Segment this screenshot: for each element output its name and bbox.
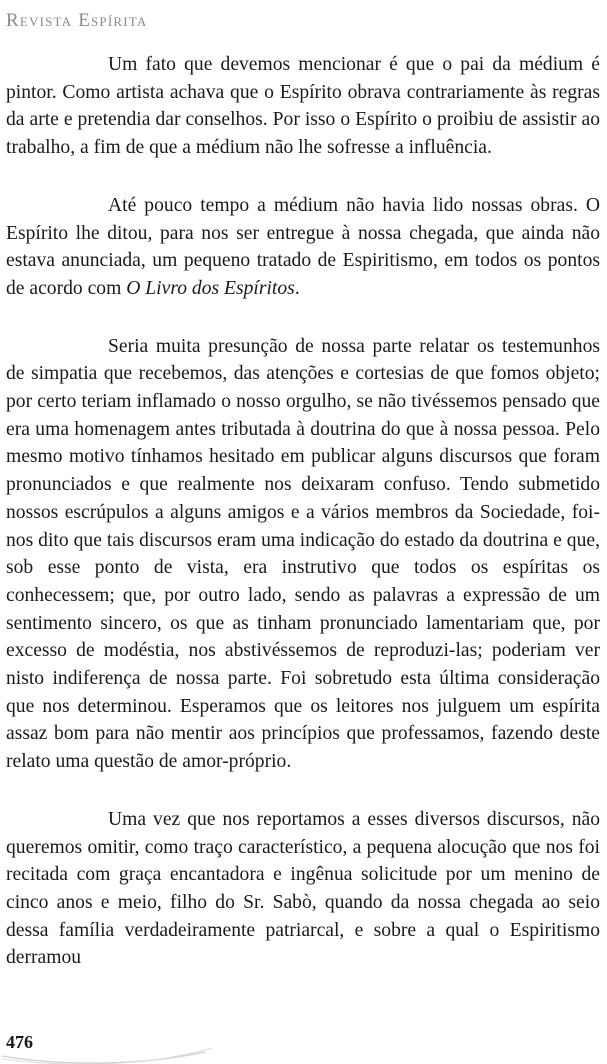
book-title: O Livro dos Espíritos [126,277,295,299]
paragraph-speeches: Seria muita presunção de nossa parte relatar os testemunhos de simpatia que recebemos, das atenções e cortesias de que fomos objeto; por certo teriam inflamado o nosso orgulho, se não tivéssemos pensado que era uma homenagem antes tributada à doutrina do que à nossa pessoa. Pelo mesmo motivo tínhamos hesitado em publicar alguns discursos que foram pronunciados e que realmente nos deixaram confuso. Tendo submetido nossos escrúpulos a alguns amigos e a vários membros da Sociedade, foi-nos dito que tais discursos eram uma indicação do estado da doutrina e que, sob esse ponto de vista, era instrutivo que todos os espíritas os conhecessem; que, por outro lado, sendo as palavras a expressão de um sentimento sincero, os que as tinham pronunciado lamentariam que, por excesso de modéstia, nos abstivéssemos de reproduzi-las; poderiam ver nisto indiferença de nossa parte. Foi sobretudo esta última consideração que nos determinou. Esperamos que os leitores nos julguem um espírita assaz bom para não mentir aos princípios que professamos, fazendo deste relato uma questão de amor-próprio. [6,335,600,773]
paragraph-text: . [294,277,300,299]
page-swoosh-ornament [0,1030,220,1064]
page-body [6,51,600,972]
page-number: 476 [6,1032,33,1052]
paragraph-child-allocution: Uma vez que nos reportamos a esses diversos discursos, não queremos omitir, como traço característico, a pequena alocução que nos foi recitada com graça encantadora e ingênua solicitude por um menino de cinco anos e meio, filho do Sr. Sabò, quando da nossa chegada ao seio dessa família verdadeiramente patriarcal, e sobre a qual o Espiritismo derramou [6,808,600,969]
running-header: Revista Espírita [6,10,148,31]
paragraph-text: Até pouco tempo a médium não havia lido nossas obras. O Espírito lhe ditou, para nos ser entregue à nossa chegada, que ainda não estava anunciada, um pequeno tratado de Espiritismo, em todos os pontos de acordo com [6,194,600,299]
paragraph-spiritism-treatise [6,192,600,303]
paragraph-painter-father: Um fato que devemos mencionar é que o pai da médium é pintor. Como artista achava que o Espírito obrava contrariamente às regras da arte e pretendia dar conselhos. Por isso o Espírito o proibiu de assistir ao trabalho, a fim de que a médium não lhe sofresse a influência. [6,54,600,159]
